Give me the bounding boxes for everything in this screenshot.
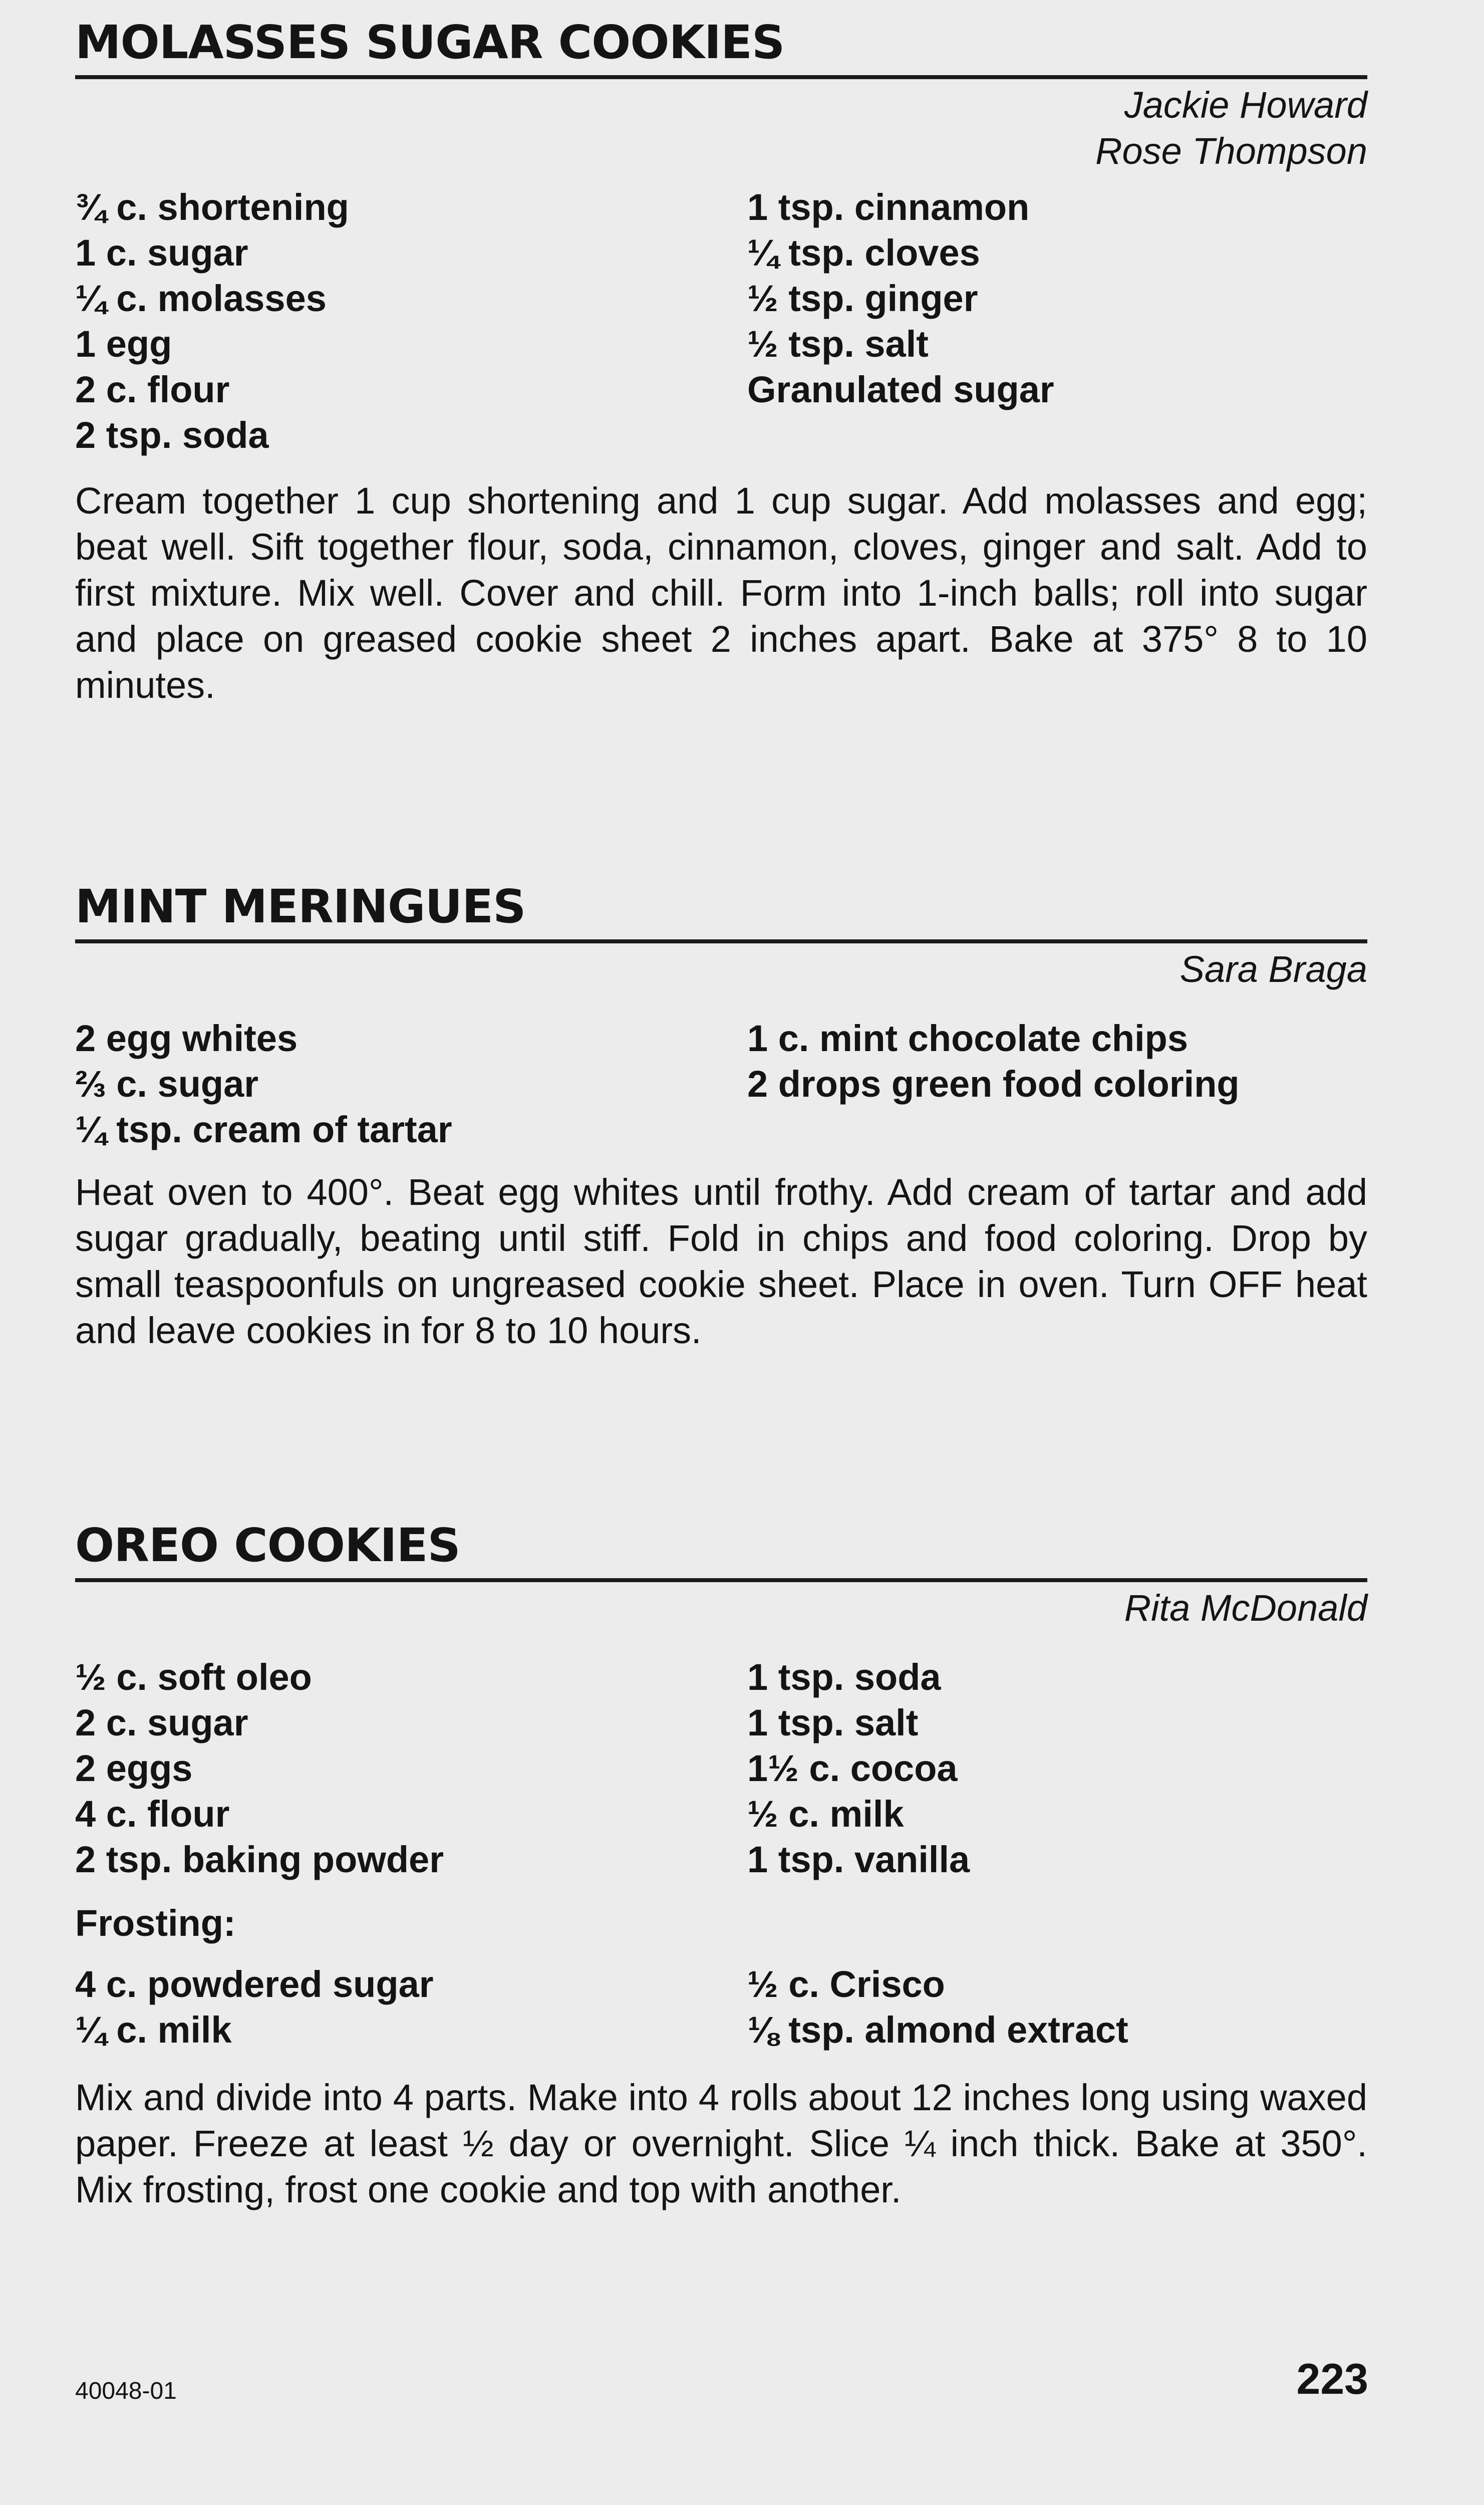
ingredient-item: ⅛ tsp. almond extract (747, 2009, 1128, 2051)
frosting-ingredient-list (75, 1961, 1367, 2053)
ingredient-column-right (747, 1016, 1367, 1152)
recipe-contributors (75, 946, 1367, 992)
ingredient-column-left (75, 1016, 747, 1152)
contributor-name: Rita McDonald (1124, 1587, 1367, 1629)
ingredient-column-right (747, 184, 1367, 458)
ingredient-item: ¼ c. molasses (75, 278, 327, 319)
recipe-instructions: Cream together 1 cup shortening and 1 cup sugar. Add molasses and egg; beat well. Sift together flour, soda, cinnamon, cloves, ginger and salt. Add to first mixture. Mix well. Cover and chill. Form into 1-inch balls; roll into sugar and place on greased cookie sheet 2 inches apart. Bake at 375° 8 to 10 minutes. (75, 480, 1367, 706)
ingredient-item: 2 tsp. baking powder (75, 1839, 444, 1880)
ingredient-item: ¼ c. milk (75, 2009, 232, 2051)
ingredient-column-left (75, 1961, 747, 2053)
recipe-oreo-cookies (75, 1513, 1367, 2213)
ingredient-item: ¾ c. shortening (75, 186, 349, 228)
recipe-contributors (75, 82, 1367, 174)
footer-code: 40048-01 (75, 2378, 177, 2404)
ingredient-item: 1 tsp. cinnamon (747, 186, 1030, 228)
ingredient-item: 1 c. mint chocolate chips (747, 1018, 1189, 1059)
recipe-instructions: Heat oven to 400°. Beat egg whites until frothy. Add cream of tartar and add sugar gradually, beating until stiff. Fold in chips and food coloring. Drop by small teaspoonfuls on ungreased cookie sheet. Place in oven. Turn OFF heat and leave cookies in for 8 to 10 hours. (75, 1171, 1367, 1351)
contributor-name: Jackie Howard (1124, 84, 1367, 126)
contributor-name: Rose Thompson (1095, 130, 1367, 172)
recipe-title: OREO COOKIES (75, 1513, 1367, 1582)
ingredient-list (75, 1016, 1367, 1152)
ingredient-item: 1 tsp. soda (747, 1656, 941, 1698)
recipe-contributors (75, 1585, 1367, 1631)
ingredient-item: 2 c. flour (75, 369, 230, 410)
ingredient-item: 4 c. flour (75, 1793, 230, 1835)
ingredient-item: 2 egg whites (75, 1018, 298, 1059)
ingredient-item: 1 egg (75, 323, 172, 365)
ingredient-item: 1 c. sugar (75, 232, 248, 274)
recipe-title: MINT MERINGUES (75, 874, 1367, 943)
ingredient-item: ½ tsp. ginger (747, 278, 978, 319)
ingredient-column-left (75, 1654, 747, 1882)
recipe-mint-meringues (75, 874, 1367, 1354)
ingredient-column-right (747, 1961, 1367, 2053)
frosting-heading: Frosting: (75, 1902, 236, 1944)
recipe-instructions: Mix and divide into 4 parts. Make into 4 rolls about 12 inches long using waxed paper. Freeze at least ½ day or overnight. Slice ¼ inch thick. Bake at 350°. Mix frosting, frost one cookie and top with another. (75, 2077, 1367, 2210)
recipe-title: MOLASSES SUGAR COOKIES (75, 10, 1367, 79)
ingredient-item: 2 eggs (75, 1747, 193, 1789)
ingredient-item: ¼ tsp. cream of tartar (75, 1109, 452, 1150)
ingredient-item: ¼ tsp. cloves (747, 232, 980, 274)
ingredient-list (75, 184, 1367, 458)
ingredient-item: Granulated sugar (747, 369, 1054, 410)
ingredient-item: ½ c. milk (747, 1793, 904, 1835)
ingredient-item: 1 tsp. salt (747, 1702, 919, 1743)
ingredient-item: 2 drops green food coloring (747, 1063, 1240, 1105)
page-number: 223 (1296, 2355, 1368, 2403)
ingredient-item: ⅔ c. sugar (75, 1063, 259, 1105)
ingredient-item: ½ tsp. salt (747, 323, 929, 365)
ingredient-item: 2 tsp. soda (75, 414, 269, 456)
ingredient-item: 1½ c. cocoa (747, 1747, 958, 1789)
ingredient-item: 1 tsp. vanilla (747, 1839, 970, 1880)
ingredient-item: 4 c. powdered sugar (75, 1963, 434, 2005)
ingredient-column-right (747, 1654, 1367, 1882)
ingredient-column-left (75, 184, 747, 458)
ingredient-item: ½ c. soft oleo (75, 1656, 312, 1698)
recipe-molasses-sugar-cookies (75, 10, 1367, 708)
ingredient-item: 2 c. sugar (75, 1702, 248, 1743)
ingredient-list (75, 1654, 1367, 1882)
ingredient-item: ½ c. Crisco (747, 1963, 945, 2005)
contributor-name: Sara Braga (1179, 948, 1367, 990)
